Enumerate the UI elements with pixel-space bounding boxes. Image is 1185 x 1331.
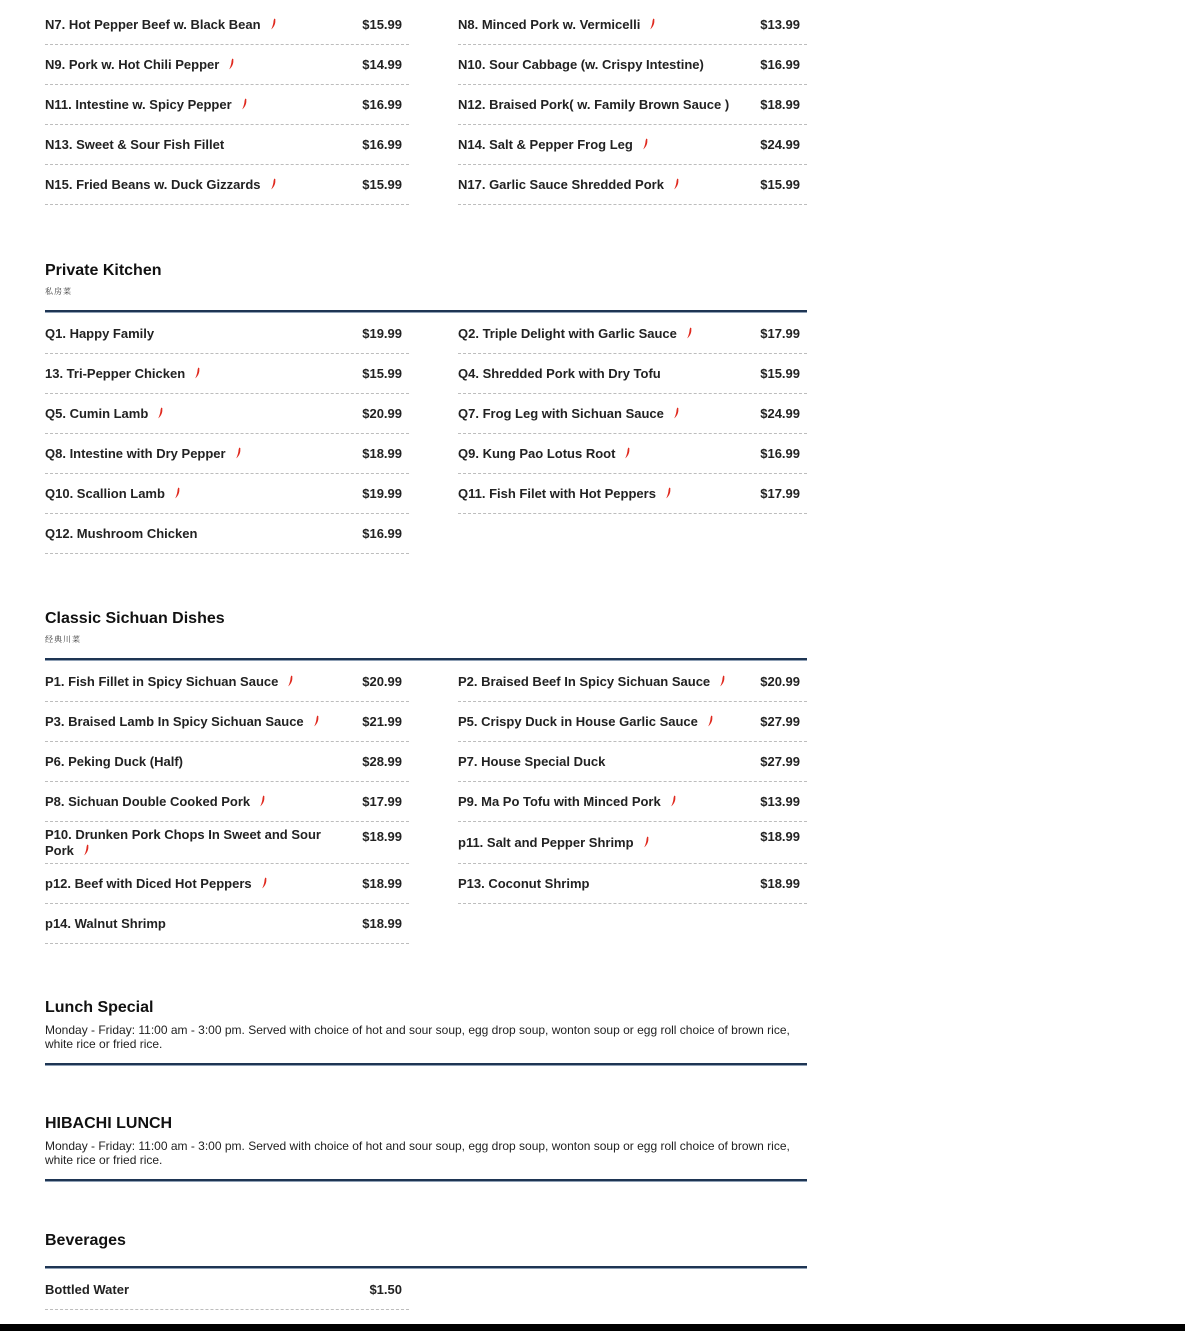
chili-pepper-icon [240, 98, 250, 110]
menu-item[interactable] [458, 822, 807, 864]
menu-item-name [45, 1282, 369, 1298]
menu-item-price: $19.99 [362, 326, 402, 341]
menu-item[interactable] [458, 394, 807, 434]
menu-item-name [45, 674, 362, 690]
menu-column-right [458, 662, 807, 944]
menu-item-name [45, 794, 362, 810]
menu-item[interactable] [458, 702, 807, 742]
menu-column-left [45, 314, 409, 554]
menu-item[interactable] [45, 702, 409, 742]
menu-item-price: $19.99 [362, 486, 402, 501]
chili-pepper-icon [669, 795, 679, 807]
menu-item-name-text: p12. Beef with Diced Hot Peppers [45, 875, 252, 891]
chili-pepper-icon [173, 487, 183, 499]
menu-item-price: $1.50 [369, 1282, 402, 1297]
menu-item[interactable] [458, 5, 807, 45]
section-subtitle: 经典川菜 [45, 635, 81, 644]
menu-item-name-text: P8. Sichuan Double Cooked Pork [45, 793, 251, 809]
menu-item-name [45, 326, 362, 342]
chili-pepper-icon [672, 407, 682, 419]
section-divider [45, 310, 807, 313]
chili-pepper-icon [672, 178, 682, 190]
menu-item-price: $15.99 [760, 366, 800, 381]
chili-pepper-icon [623, 447, 633, 459]
menu-item-name-text: p11. Salt and Pepper Shrimp [458, 834, 634, 850]
menu-item-name-text: Q8. Intestine with Dry Pepper [45, 445, 226, 461]
chili-pepper-icon [718, 675, 728, 687]
menu-item-name-text: p14. Walnut Shrimp [45, 915, 166, 931]
menu-column-left [45, 1270, 409, 1310]
menu-item-price: $20.99 [760, 674, 800, 689]
menu-item-price: $18.99 [362, 876, 402, 891]
menu-item-name [458, 754, 760, 770]
menu-item[interactable] [458, 662, 807, 702]
menu-item-price: $13.99 [760, 17, 800, 32]
chili-pepper-icon [269, 178, 279, 190]
menu-item[interactable] [45, 165, 409, 205]
chili-pepper-icon [664, 487, 674, 499]
section-divider [45, 658, 807, 661]
menu-column-right [458, 1270, 807, 1310]
menu-item-price: $16.99 [760, 57, 800, 72]
menu-item-name-text: N9. Pork w. Hot Chili Pepper [45, 56, 220, 72]
menu-item-name [458, 835, 760, 851]
menu-item[interactable] [458, 434, 807, 474]
menu-item-name [45, 137, 362, 153]
menu-item-name-text: P5. Crispy Duck in House Garlic Sauce [458, 713, 698, 729]
menu-item-price: $24.99 [760, 406, 800, 421]
menu-item-price: $28.99 [362, 754, 402, 769]
menu-item-name [45, 406, 362, 422]
menu-item-price: $27.99 [760, 714, 800, 729]
menu-item[interactable] [45, 5, 409, 45]
menu-item-price: $17.99 [760, 486, 800, 501]
chili-pepper-icon [642, 836, 652, 848]
chili-pepper-icon [82, 844, 92, 856]
menu-item-price: $15.99 [362, 177, 402, 192]
chili-pepper-icon [286, 675, 296, 687]
chili-pepper-icon [227, 58, 237, 70]
menu-item-name [458, 366, 760, 382]
menu-item-price: $18.99 [362, 829, 402, 844]
chili-pepper-icon [648, 18, 658, 30]
menu-item-name-text: P2. Braised Beef In Spicy Sichuan Sauce [458, 673, 711, 689]
chili-pepper-icon [641, 138, 651, 150]
menu-item-name [458, 674, 760, 690]
menu-item-price: $18.99 [362, 916, 402, 931]
menu-item-name-text: Q7. Frog Leg with Sichuan Sauce [458, 405, 664, 421]
menu-item-name [458, 137, 760, 153]
menu-item-name-text: Q10. Scallion Lamb [45, 485, 165, 501]
menu-item-name-text: P13. Coconut Shrimp [458, 875, 590, 891]
menu-item-price: $17.99 [362, 794, 402, 809]
menu-item[interactable] [45, 662, 409, 702]
section-noodles-continued [45, 5, 807, 205]
menu-item-price: $18.99 [760, 97, 800, 112]
menu-item-name-text: Q1. Happy Family [45, 325, 155, 341]
menu-item-name-text: N14. Salt & Pepper Frog Leg [458, 136, 633, 152]
chili-pepper-icon [706, 715, 716, 727]
menu-item-name-text: P1. Fish Fillet in Spicy Sichuan Sauce [45, 673, 279, 689]
menu-item[interactable] [45, 514, 409, 554]
chili-pepper-icon [193, 367, 203, 379]
menu-item-price: $18.99 [760, 829, 800, 844]
section-description: Monday - Friday: 11:00 am - 3:00 pm. Served with choice of hot and sour soup, egg drop soup, wonton soup or egg roll choice of brown rice, white rice or fried rice. [45, 1139, 790, 1167]
menu-item[interactable] [458, 165, 807, 205]
menu-item-name-text: N12. Braised Pork( w. Family Brown Sauce ) [458, 96, 730, 112]
menu-item-price: $20.99 [362, 674, 402, 689]
menu-item-name-text: Q9. Kung Pao Lotus Root [458, 445, 616, 461]
menu-item[interactable] [45, 314, 409, 354]
menu-item[interactable] [45, 904, 409, 944]
menu-item-price: $16.99 [760, 446, 800, 461]
chili-pepper-icon [156, 407, 166, 419]
menu-item-name-text: N8. Minced Pork w. Vermicelli [458, 16, 641, 32]
section-beverages [45, 1232, 807, 1310]
section-title: HIBACHI LUNCH [45, 1115, 173, 1132]
menu-item[interactable] [458, 474, 807, 514]
menu-item-price: $15.99 [362, 17, 402, 32]
menu-item-name [45, 916, 362, 932]
menu-item-name-text: N13. Sweet & Sour Fish Fillet [45, 136, 225, 152]
section-divider [45, 1063, 807, 1066]
menu-item[interactable] [458, 125, 807, 165]
menu-item-price: $16.99 [362, 97, 402, 112]
menu-item-name-text: Q2. Triple Delight with Garlic Sauce [458, 325, 677, 341]
menu-item-name-text: 13. Tri-Pepper Chicken [45, 365, 186, 381]
section-title: Lunch Special [45, 999, 154, 1016]
menu-item-name [45, 754, 362, 770]
section-lunch-special [45, 999, 807, 1066]
menu-item-price: $24.99 [760, 137, 800, 152]
section-subtitle: 私房菜 [45, 287, 72, 296]
menu-item-price: $16.99 [362, 526, 402, 541]
menu-item-name [45, 486, 362, 502]
section-title: Beverages [45, 1232, 126, 1249]
menu-item-price: $18.99 [362, 446, 402, 461]
menu-item[interactable] [458, 782, 807, 822]
menu-item-name [45, 876, 362, 892]
section-divider [45, 1179, 807, 1182]
menu-item[interactable] [458, 45, 807, 85]
menu-item-name-text: P7. House Special Duck [458, 753, 606, 769]
menu-item-name-text: Bottled Water [45, 1281, 130, 1297]
menu-item[interactable] [45, 742, 409, 782]
menu-item[interactable] [458, 314, 807, 354]
menu-item-name-text: Q11. Fish Filet with Hot Peppers [458, 485, 656, 501]
section-private-kitchen [45, 262, 807, 554]
menu-item[interactable] [458, 354, 807, 394]
menu-item-name [45, 446, 362, 462]
menu-column-left [45, 662, 409, 944]
menu-item-name [458, 177, 760, 193]
section-divider [45, 1266, 807, 1269]
menu-item[interactable] [45, 354, 409, 394]
menu-item[interactable] [45, 45, 409, 85]
menu-item[interactable] [458, 864, 807, 904]
menu-column-right [458, 314, 807, 554]
menu-item-name-text: N17. Garlic Sauce Shredded Pork [458, 176, 664, 192]
menu-item-name [45, 57, 362, 73]
menu-item-name [458, 406, 760, 422]
menu-item-name [458, 794, 760, 810]
section-hibachi-lunch [45, 1115, 807, 1182]
menu-item-price: $15.99 [362, 366, 402, 381]
chili-pepper-icon [269, 18, 279, 30]
menu-item-name-text: P6. Peking Duck (Half) [45, 753, 183, 769]
menu-item-price: $27.99 [760, 754, 800, 769]
section-title: Classic Sichuan Dishes [45, 610, 225, 627]
chili-pepper-icon [258, 795, 268, 807]
menu-item-name-text: P9. Ma Po Tofu with Minced Pork [458, 793, 661, 809]
menu-item[interactable] [45, 474, 409, 514]
menu-item-name [458, 57, 760, 73]
menu-item[interactable] [458, 85, 807, 125]
menu-item-name [45, 526, 362, 542]
menu-item-price: $20.99 [362, 406, 402, 421]
menu-item[interactable] [45, 782, 409, 822]
menu-item-name [458, 486, 760, 502]
menu-item-price: $16.99 [362, 137, 402, 152]
menu-item[interactable] [45, 125, 409, 165]
menu-item-name-text: N10. Sour Cabbage (w. Crispy Intestine) [458, 56, 704, 72]
menu-item-name-text: N11. Intestine w. Spicy Pepper [45, 96, 232, 112]
menu-item-name-text: P3. Braised Lamb In Spicy Sichuan Sauce [45, 713, 304, 729]
menu-item-name [45, 714, 362, 730]
menu-item-price: $13.99 [760, 794, 800, 809]
menu-item-price: $17.99 [760, 326, 800, 341]
menu-column-left [45, 5, 409, 205]
section-classic-sichuan [45, 610, 807, 944]
section-description: Monday - Friday: 11:00 am - 3:00 pm. Served with choice of hot and sour soup, egg drop soup, wonton soup or egg roll choice of brown rice, white rice or fried rice. [45, 1023, 790, 1051]
menu-item[interactable] [45, 822, 409, 864]
menu-item-name-text: Q5. Cumin Lamb [45, 405, 149, 421]
menu-column-right [458, 5, 807, 205]
menu-item-name [458, 876, 760, 892]
menu-item-name [45, 17, 362, 33]
menu-item-name [458, 97, 760, 113]
chili-pepper-icon [312, 715, 322, 727]
menu-item-name-text: Q4. Shredded Pork with Dry Tofu [458, 365, 661, 381]
menu-item-price: $14.99 [362, 57, 402, 72]
menu-item[interactable] [45, 1270, 409, 1310]
section-title: Private Kitchen [45, 262, 162, 279]
menu-item-price: $21.99 [362, 714, 402, 729]
menu-item-name [458, 17, 760, 33]
chili-pepper-icon [234, 447, 244, 459]
menu-item-name [458, 714, 760, 730]
menu-item-name [458, 446, 760, 462]
menu-item[interactable] [45, 864, 409, 904]
menu-item-name-text: N15. Fried Beans w. Duck Gizzards [45, 176, 261, 192]
menu-item-name [45, 177, 362, 193]
menu-item-name-text: Q12. Mushroom Chicken [45, 525, 198, 541]
menu-item-name [45, 97, 362, 113]
page-bottom-bar [0, 1324, 1185, 1331]
menu-item[interactable] [45, 394, 409, 434]
menu-item[interactable] [458, 742, 807, 782]
menu-item-name [458, 326, 760, 342]
menu-item[interactable] [45, 434, 409, 474]
menu-item-name-text: N7. Hot Pepper Beef w. Black Bean [45, 16, 261, 32]
menu-item-name [45, 366, 362, 382]
menu-item-name [45, 827, 362, 859]
menu-item-name-text: P10. Drunken Pork Chops In Sweet and Sour Pork [45, 826, 321, 858]
menu-item-price: $15.99 [760, 177, 800, 192]
menu-item-price: $18.99 [760, 876, 800, 891]
menu-item[interactable] [45, 85, 409, 125]
chili-pepper-icon [685, 327, 695, 339]
chili-pepper-icon [260, 877, 270, 889]
